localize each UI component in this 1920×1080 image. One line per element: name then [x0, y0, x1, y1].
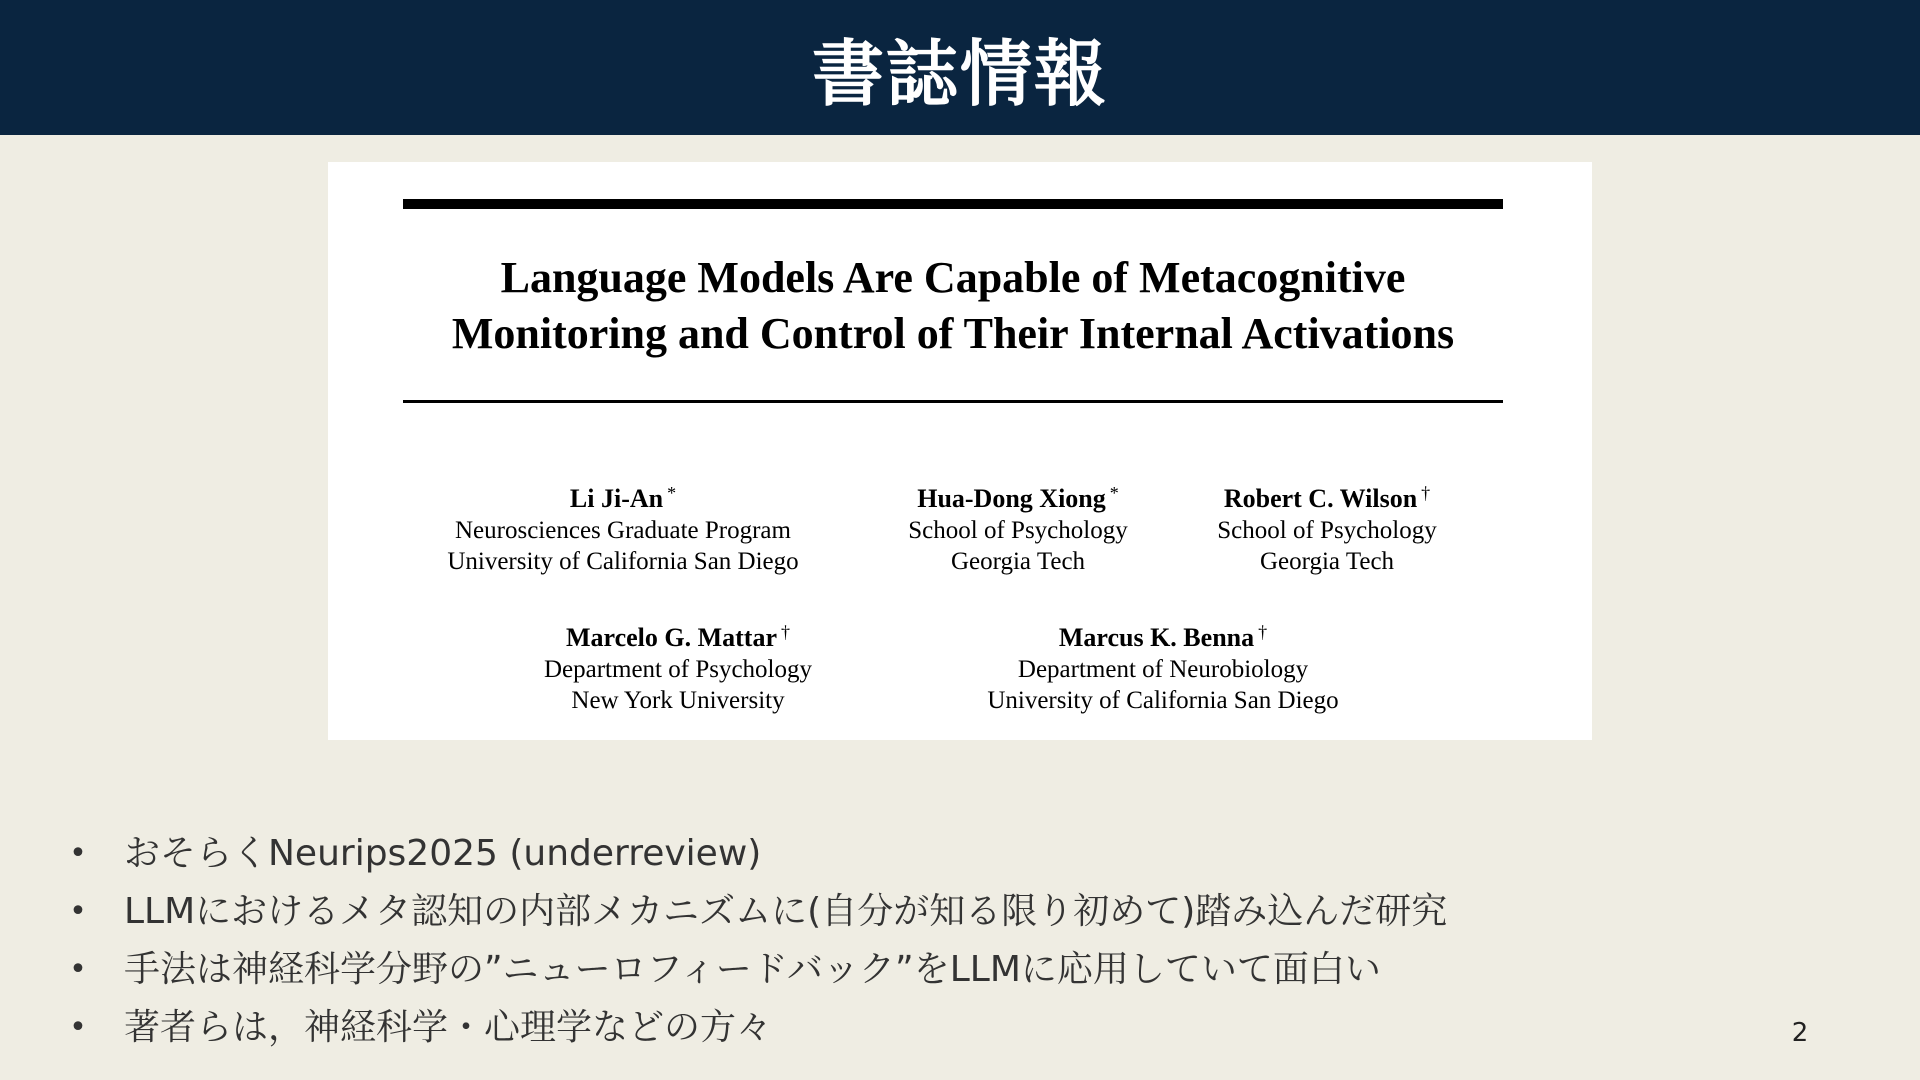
bullet-item [68, 941, 1788, 999]
author-name: Marcus K. Benna [1058, 623, 1255, 652]
author-affiliation: Georgia Tech [1259, 548, 1395, 575]
author-name: Marcelo G. Mattar [565, 623, 778, 652]
bullet-item [68, 825, 1788, 883]
bullet-text: おそらくNeurips2025 (underreview) [124, 833, 762, 874]
paper-screenshot [328, 162, 1592, 740]
author-dept: Neurosciences Graduate Program [455, 517, 791, 544]
author-dept: School of Psychology [908, 517, 1128, 544]
slide-header [0, 0, 1920, 135]
bullet-text: 手法は神経科学分野の”ニューロフィードバック”をLLMに応用していて面白い [124, 949, 1381, 990]
author-mark: * [1109, 483, 1119, 503]
bullet-item [68, 999, 1788, 1057]
author-name: Robert C. Wilson [1223, 484, 1418, 513]
bullet-text: 著者らは，神経科学・心理学などの方々 [124, 1007, 773, 1048]
author-name: Li Ji-An [569, 484, 664, 513]
author-block [953, 617, 1373, 716]
bullet-marker: • [69, 952, 87, 987]
bullet-marker: • [69, 894, 87, 929]
bullet-list [68, 825, 1788, 1057]
author-mark: † [781, 622, 791, 642]
author-affiliation: University of California San Diego [447, 548, 799, 575]
author-affiliation: Georgia Tech [950, 548, 1086, 575]
author-mark: † [1258, 622, 1268, 642]
author-block [423, 478, 823, 577]
author-block [1182, 478, 1472, 577]
bullet-item [68, 883, 1788, 941]
author-block [873, 478, 1163, 577]
paper-title-line-1: Language Models Are Capable of Metacognitive [500, 253, 1406, 302]
bullet-text: LLMにおけるメタ認知の内部メカニズムに(自分が知る限り初めて)踏み込んだ研究 [124, 891, 1448, 932]
author-dept: School of Psychology [1217, 517, 1437, 544]
author-affiliation: University of California San Diego [987, 687, 1339, 714]
author-dept: Department of Neurobiology [1017, 656, 1309, 683]
bullet-marker: • [69, 1010, 87, 1045]
slide-title: 書誌情報 [811, 31, 1108, 116]
author-mark: † [1421, 483, 1431, 503]
top-rule [403, 199, 1503, 209]
paper-title-line-2: Monitoring and Control of Their Internal Activations [451, 309, 1455, 358]
author-affiliation: New York University [571, 687, 785, 714]
author-block [513, 617, 843, 716]
author-mark: * [667, 483, 677, 503]
bullet-marker: • [69, 836, 87, 871]
author-dept: Department of Psychology [543, 656, 812, 683]
paper-title [403, 250, 1503, 362]
page-number: 2 [1791, 1018, 1809, 1048]
author-name: Hua-Dong Xiong [917, 484, 1106, 513]
title-rule [403, 400, 1503, 403]
